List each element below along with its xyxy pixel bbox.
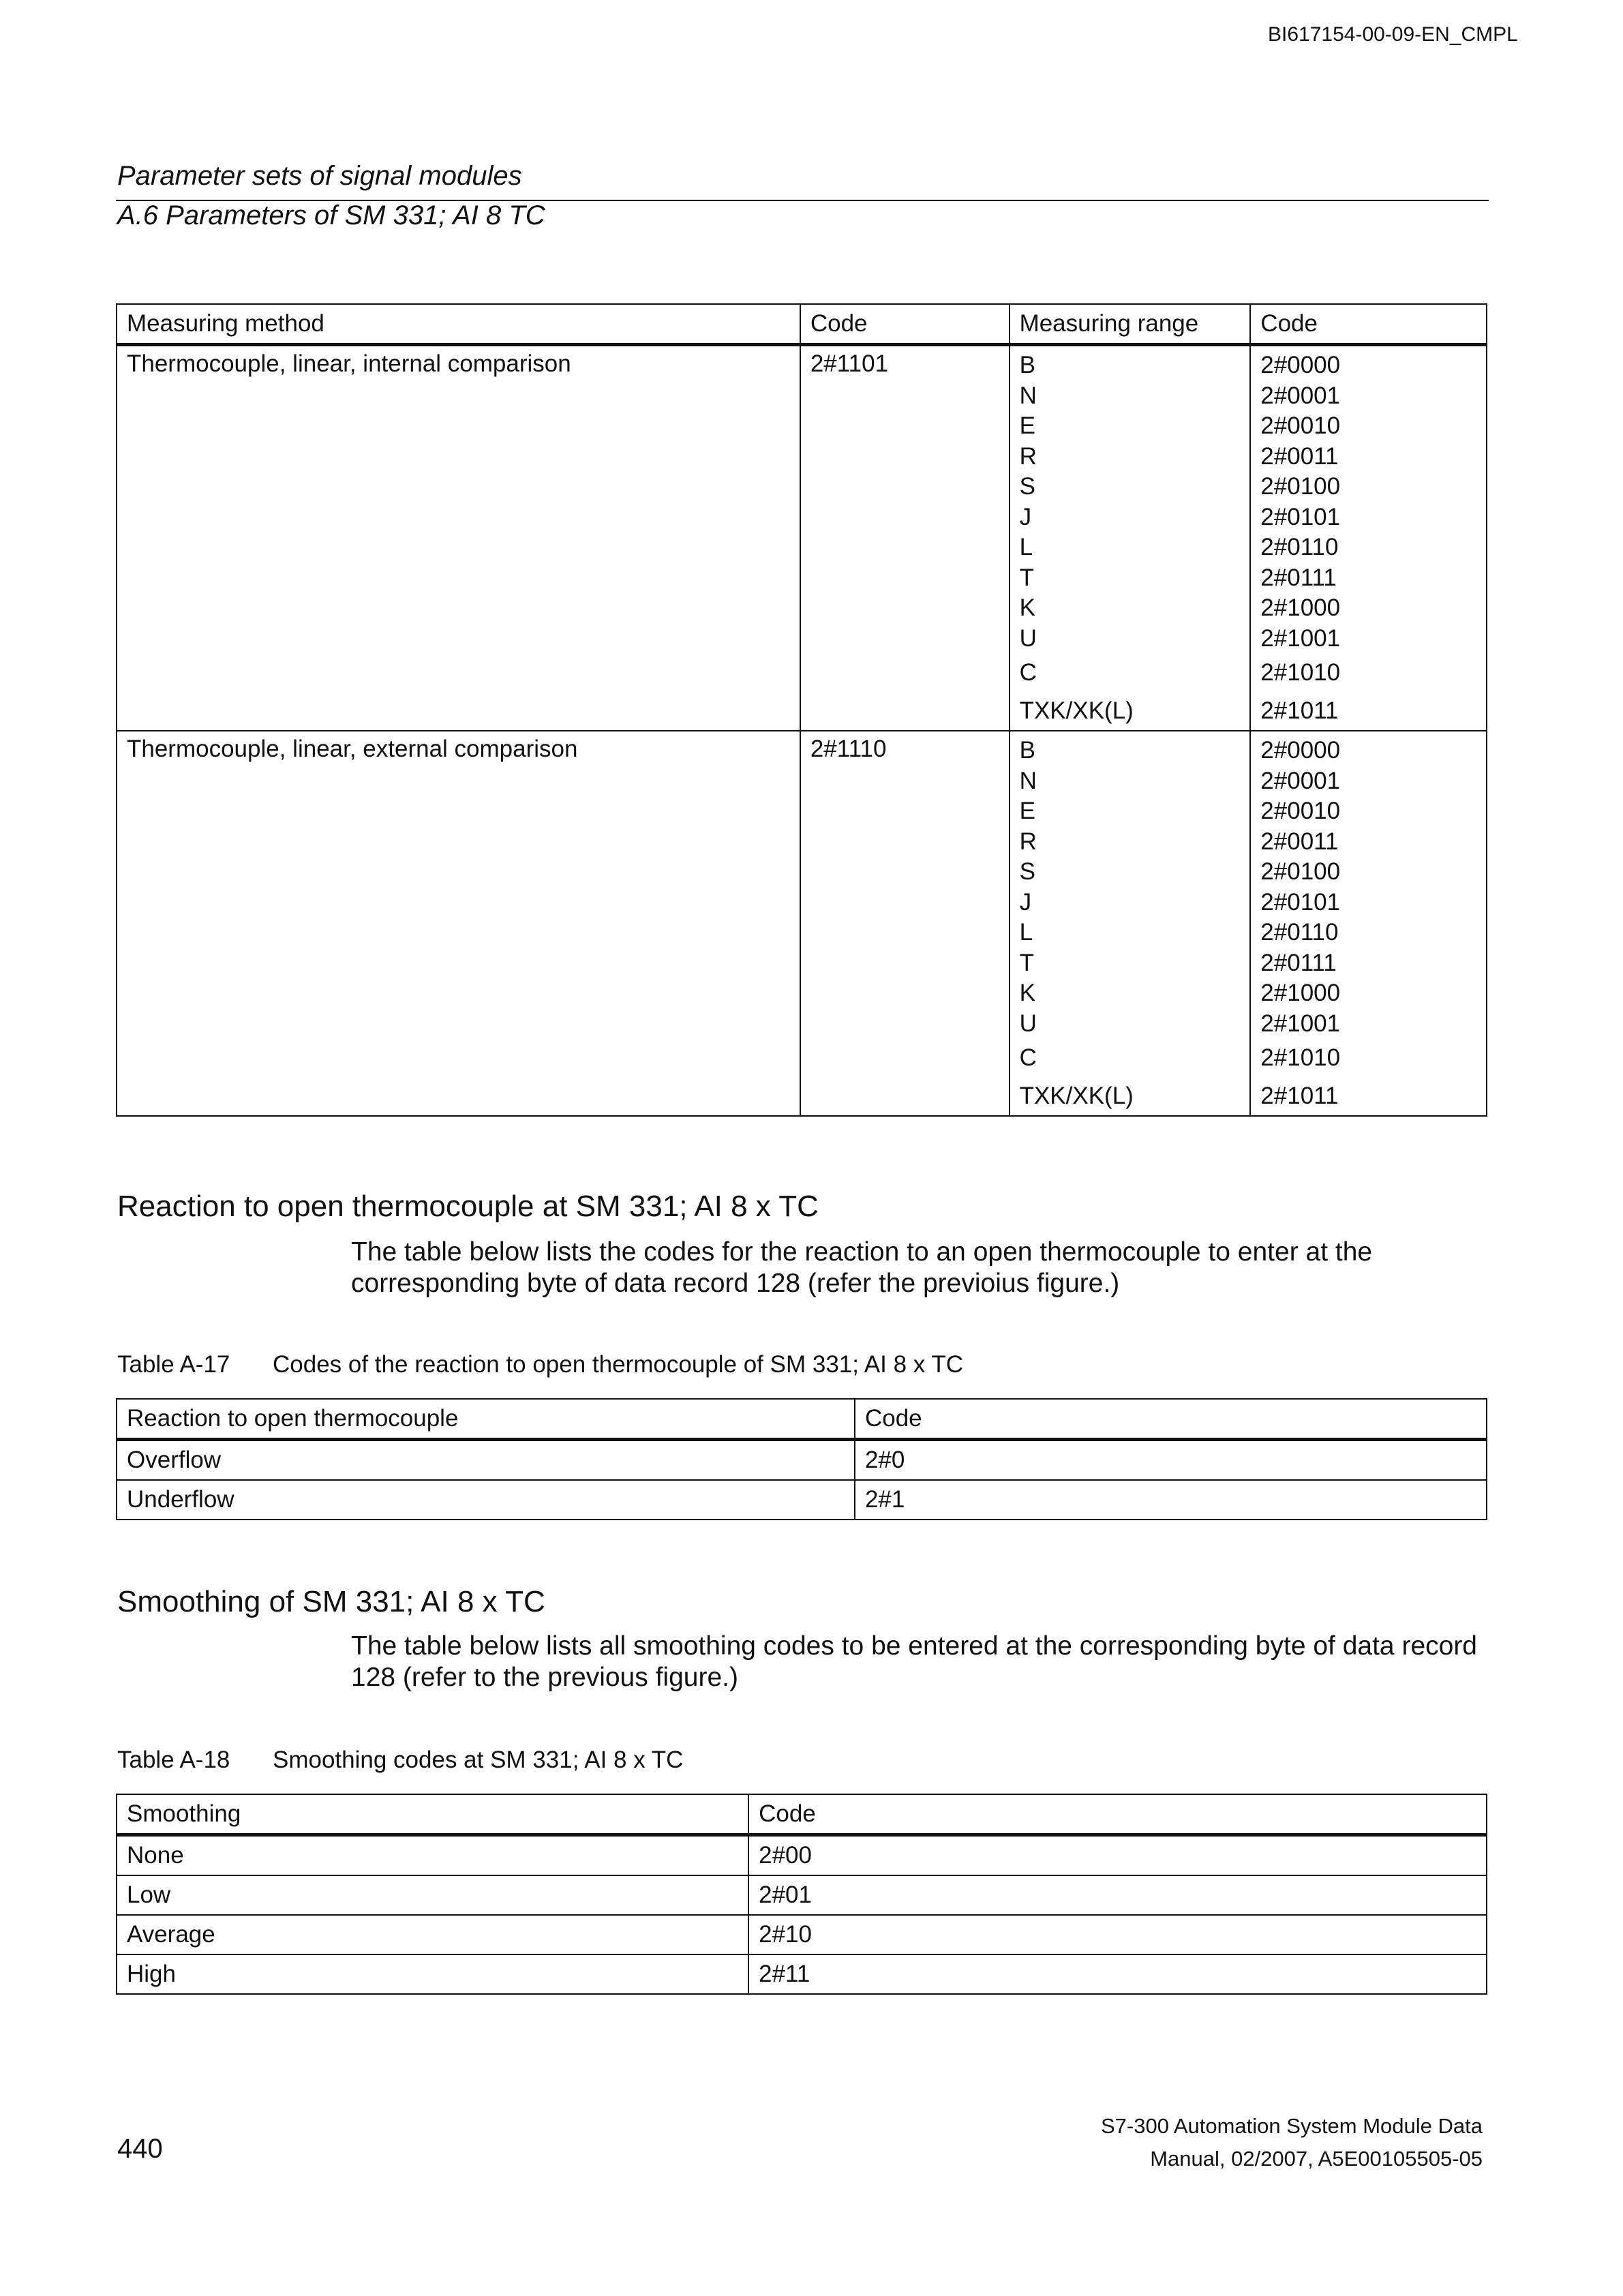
- measuring-method-table: [116, 303, 1487, 1117]
- open-thermocouple-heading: Reaction to open thermocouple at SM 331; AI 8 x TC: [117, 1190, 819, 1223]
- range-value: U: [1019, 1010, 1037, 1037]
- caption-text: Codes of the reaction to open thermocouple of SM 331; AI 8 x TC: [273, 1351, 964, 1378]
- range-code-value: 2#0110: [1260, 534, 1339, 560]
- range-value: R: [1019, 828, 1037, 855]
- method-code-cell: 2#1110: [800, 731, 1010, 1116]
- column-header: Smoothing: [117, 1794, 748, 1835]
- range-code-value: 2#1010: [1260, 659, 1341, 686]
- range-code-list-cell: [1250, 731, 1487, 1116]
- code-cell: 2#1: [855, 1480, 1487, 1520]
- table-row: [117, 1954, 1487, 1994]
- section-title: A.6 Parameters of SM 331; AI 8 TC: [117, 200, 545, 230]
- range-value: E: [1019, 798, 1035, 824]
- document-id: BI617154-00-09-EN_CMPL: [1268, 23, 1518, 46]
- smoothing-table: [116, 1794, 1487, 1995]
- smoothing-cell: High: [117, 1954, 748, 1994]
- table-row: [117, 1915, 1487, 1954]
- table-header-row: [117, 304, 1487, 345]
- range-list-cell: [1010, 731, 1251, 1116]
- table-row: [117, 1835, 1487, 1876]
- column-header: Code: [748, 1794, 1487, 1835]
- chapter-title: Parameter sets of signal modules: [117, 161, 522, 191]
- caption-number: Table A-18: [117, 1747, 230, 1773]
- range-value: N: [1019, 382, 1037, 409]
- range-value: L: [1019, 534, 1033, 560]
- column-header: Code: [855, 1399, 1487, 1440]
- range-code-value: 2#1000: [1260, 594, 1341, 621]
- range-value: TXK/XK(L): [1019, 1083, 1134, 1109]
- reaction-cell: Overflow: [117, 1440, 855, 1481]
- range-value: TXK/XK(L): [1019, 697, 1134, 724]
- range-code-value: 2#0010: [1260, 798, 1341, 824]
- table-row: [117, 1480, 1487, 1520]
- range-code-value: 2#0100: [1260, 858, 1341, 885]
- range-value: E: [1019, 412, 1035, 439]
- table-a18-caption: [117, 1747, 683, 1774]
- range-value: C: [1019, 659, 1037, 686]
- code-cell: 2#01: [748, 1875, 1487, 1915]
- range-code-value: 2#0000: [1260, 737, 1341, 764]
- smoothing-cell: None: [117, 1835, 748, 1876]
- table-row: [117, 1875, 1487, 1915]
- table-row: [117, 1440, 1487, 1481]
- range-code-value: 2#0010: [1260, 412, 1341, 439]
- range-code-value: 2#0111: [1260, 564, 1337, 591]
- range-value: S: [1019, 473, 1035, 500]
- open-thermocouple-paragraph: The table below lists the codes for the reaction to an open thermocouple to enter at the corresponding byte of data record 128 (refer the previoius figure.): [351, 1237, 1373, 1298]
- range-code-value: 2#0011: [1260, 442, 1339, 470]
- range-code-value: 2#1011: [1260, 1083, 1339, 1109]
- range-value: U: [1019, 624, 1037, 652]
- column-header: Measuring range: [1010, 304, 1251, 345]
- range-list-cell: [1010, 345, 1251, 731]
- table-row: [117, 731, 1487, 1116]
- range-code-value: 2#1001: [1260, 1010, 1341, 1037]
- range-value: S: [1019, 858, 1035, 885]
- range-value: T: [1019, 949, 1034, 976]
- table-a17-caption: [117, 1351, 963, 1378]
- table-header-row: [117, 1399, 1487, 1440]
- smoothing-paragraph: The table below lists all smoothing codes to be entered at the corresponding byte of data record 128 (refer to the previous figure.): [351, 1631, 1477, 1692]
- smoothing-heading: Smoothing of SM 331; AI 8 x TC: [117, 1585, 545, 1618]
- smoothing-cell: Average: [117, 1915, 748, 1954]
- column-header: Measuring method: [117, 304, 800, 345]
- footer-line: Manual, 02/2007, A5E00105505-05: [1150, 2147, 1483, 2171]
- smoothing-cell: Low: [117, 1875, 748, 1915]
- range-code-value: 2#1011: [1260, 697, 1339, 724]
- column-header: Code: [800, 304, 1010, 345]
- range-code-value: 2#1010: [1260, 1044, 1341, 1071]
- table-row: [117, 345, 1487, 731]
- range-value: K: [1019, 594, 1035, 621]
- range-code-value: 2#0100: [1260, 473, 1341, 500]
- range-code-value: 2#0001: [1260, 767, 1341, 794]
- range-code-list-cell: [1250, 345, 1487, 731]
- range-value: R: [1019, 442, 1037, 470]
- range-value: T: [1019, 564, 1034, 591]
- range-value: L: [1019, 919, 1033, 946]
- range-value: N: [1019, 767, 1037, 794]
- range-code-value: 2#1000: [1260, 980, 1341, 1006]
- code-cell: 2#11: [748, 1954, 1487, 1994]
- table-header-row: [117, 1794, 1487, 1835]
- caption-number: Table A-17: [117, 1351, 230, 1378]
- range-value: J: [1019, 503, 1032, 530]
- range-code-value: 2#1001: [1260, 624, 1341, 652]
- method-cell: Thermocouple, linear, internal comparison: [117, 345, 800, 731]
- method-cell: Thermocouple, linear, external comparison: [117, 731, 800, 1116]
- range-code-value: 2#0111: [1260, 949, 1337, 976]
- method-code-cell: 2#1101: [800, 345, 1010, 731]
- range-value: K: [1019, 980, 1035, 1006]
- range-code-value: 2#0001: [1260, 382, 1341, 409]
- footer-manual-info: [1101, 2110, 1483, 2175]
- range-code-value: 2#0000: [1260, 352, 1341, 378]
- open-thermocouple-table: [116, 1398, 1487, 1520]
- code-cell: 2#00: [748, 1835, 1487, 1876]
- code-cell: 2#0: [855, 1440, 1487, 1481]
- range-code-value: 2#0011: [1260, 828, 1339, 855]
- range-value: J: [1019, 888, 1032, 916]
- range-value: C: [1019, 1044, 1037, 1071]
- page-number: 440: [117, 2134, 163, 2164]
- reaction-cell: Underflow: [117, 1480, 855, 1520]
- range-code-value: 2#0110: [1260, 919, 1339, 946]
- column-header: Reaction to open thermocouple: [117, 1399, 855, 1440]
- range-value: B: [1019, 737, 1035, 764]
- range-code-value: 2#0101: [1260, 503, 1341, 530]
- range-code-value: 2#0101: [1260, 888, 1341, 916]
- footer-line: S7-300 Automation System Module Data: [1100, 2114, 1483, 2138]
- caption-text: Smoothing codes at SM 331; AI 8 x TC: [273, 1747, 684, 1773]
- range-value: B: [1019, 352, 1035, 378]
- column-header: Code: [1250, 304, 1487, 345]
- code-cell: 2#10: [748, 1915, 1487, 1954]
